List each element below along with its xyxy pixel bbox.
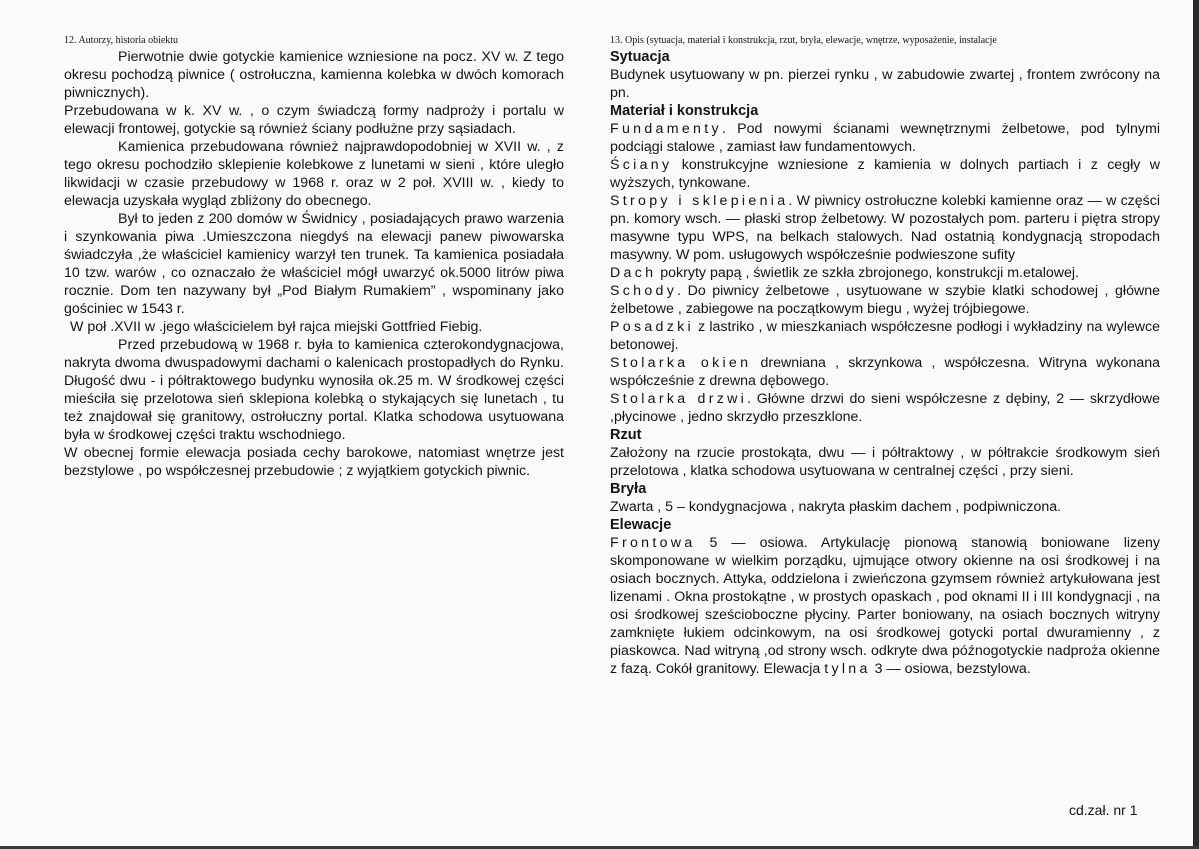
paragraph-owner: W poł .XVII w .jego właścicielem był rajca miejski Gottfried Fiebig. — [70, 319, 483, 335]
text-bryla: Zwarta , 5 – kondygnacjowa , nakryta płaskim dachem , podpiwniczona. — [610, 499, 1062, 515]
text-sciany — [610, 156, 1160, 192]
scan-edge-right — [1193, 0, 1199, 849]
left-column-header: 12. Autorzy, historia obiektu — [64, 35, 179, 46]
heading-material: Materiał i konstrukcja — [610, 103, 759, 119]
label-posadzki: Posadzki — [610, 319, 694, 335]
text-stropy — [610, 192, 1160, 264]
body-tylna: 3 — osiowa, bezstylowa. — [870, 661, 1031, 677]
text-dach — [610, 264, 1160, 282]
paragraph-before-1968: Przed przebudową w 1968 r. była to kamienica czterokondygnacjowa, nakryta dwoma dwuspadowymi dachami o kalenicach prostopadłych do Rynku. Długość dwu - i półtraktowego budynku wynosiła ok.25 m. W środkowej części mieściła się przelotowa sień sklepiona kolebką o stykających się lunetach , tu też znajdował się granitowy, ostrołuczny portal. Klatka schodowa usytuowana była w środkowej części traktu wschodniego. — [64, 337, 564, 443]
heading-elewacje: Elewacje — [610, 517, 672, 533]
body-fundamenty: . Pod nowymi ścianami wewnętrznymi żelbetowe, pod tylnymi podciągi stalowe , zamiast ław fundamentowych. — [610, 121, 1160, 155]
label-stolarka-drzwi: Stolarka drzwi — [610, 391, 748, 407]
paragraph-rebuild-xvii: Kamienica przebudowana również najprawdopodobniej w XVII w. , z tego okresu pochodziło sklepienie kolebkowe z lunetami w sieni , które uległo likwidacji w czasie przebudowy w 1968 r. oraz w 2 poł. XVIII w. , kiedy to elewacja uzyskała wygląd zbliżony do obecnego. — [64, 139, 564, 209]
text-elewacje — [610, 534, 1160, 678]
text-stolarka-okien — [610, 354, 1160, 390]
text-rzut: Założony na rzucie prostokąta, dwu — i półtraktowy , w półtrakcie środkowym sień przelotowa , klatka schodowa usytuowana w centralnej części , przy sieni. — [610, 445, 1160, 479]
left-column — [64, 34, 564, 480]
body-stropy: . W piwnicy ostrołuczne kolebki kamienne oraz — w części pn. komory wsch. — płaski strop żelbetowy. W pozostałych pom. parteru i piętra stropy masywne typu WPS, na belkach stalowych. Nad ostatnią kondygnacją stropodach masywny. W pom. usługowych współcześnie podwieszone sufity — [610, 193, 1160, 263]
paragraph-origin: Pierwotnie dwie gotyckie kamienice wzniesione na pocz. XV w. Z tego okresu pochodzą piwnice ( ostrołuczna, kamienna kolebka w dwóch komorach piwnicznych). — [64, 49, 564, 101]
left-column-body — [64, 48, 564, 480]
body-stolarka-drzwi: . Główne drzwi do sieni współczesne z dębiny, 2 — skrzydłowe ,płycinowe , jedno skrzydło przeszklone. — [610, 391, 1160, 425]
paragraph-rebuild-xv: Przebudowana w k. XV w. , o czym świadczą formy nadproży i portalu w elewacji frontowej, gotyckie są również ściany podłużne przy sąsiadach. — [64, 103, 564, 137]
label-schody: Schody — [610, 283, 678, 299]
text-fundamenty — [610, 120, 1160, 156]
heading-bryla: Bryła — [610, 481, 647, 497]
text-schody — [610, 282, 1160, 318]
body-posadzki: z lastriko , w mieszkaniach współczesne podłogi i wykładziny na wylewce betonowej. — [610, 319, 1160, 353]
heading-rzut: Rzut — [610, 427, 642, 443]
body-sciany: konstrukcyjne wzniesione z kamienia w dolnych partiach i z cegły w wyższych, tynkowane. — [610, 157, 1160, 191]
body-stolarka-okien: drewniana , skrzynkowa , współczesna. Witryna wykonana współcześnie z drewna dębowego. — [610, 355, 1161, 389]
label-sciany: Ściany — [610, 157, 673, 173]
right-column-body — [610, 48, 1160, 678]
label-tylna: tylna — [824, 661, 871, 677]
text-posadzki — [610, 318, 1160, 354]
body-frontowa: 5 — osiowa. Artykulację pionową stanowią boniowane lizeny skomponowane w wielkim porządku, ujmujące otwory okienne na osi środkowej i na osiach bocznych. Attyka, oddzielona i zwieńczona gzymsem również artykułowana jest lizenami . Okna prostokątne , w prostych opaskach , pod oknami II i III kondygnacji , na osi środkowej sześcioboczne płyciny. Parter boniowany, na osiach bocznych witryny zamknięte łukiem odcinkowym, na osi środkowej gotycki portal dwuramienny , z piaskowca. Nad witryną ,od strony wsch. odkryte dwa późnogotyckie nadproża okienne z fazą. Cokół granitowy. Elewacja — [610, 535, 1160, 677]
paragraph-current-form: W obecnej formie elewacja posiada cechy barokowe, natomiast wnętrze jest bezstylowe , po współczesnej przebudowie ; z wyjątkiem gotyckich piwnic. — [64, 445, 564, 479]
label-stropy: Stropy i sklepienia — [610, 193, 789, 209]
text-sytuacja: Budynek usytuowany w pn. pierzei rynku , w zabudowie zwartej , frontem zwrócony na pn. — [610, 67, 1160, 101]
right-column-header: 13. Opis (sytuacja, materiał i konstrukcja, rzut, bryła, elewacje, wnętrze, wyposażenie, instalacje — [610, 35, 997, 46]
body-schody: . Do piwnicy żelbetowe , usytuowane w szybie klatki schodowej , główne żelbetowe , zabiegowe na początkowym biegu , wyżej trójbiegowe. — [610, 283, 1160, 317]
label-frontowa: Frontowa — [610, 535, 696, 551]
paragraph-brewing: Był to jeden z 200 domów w Świdnicy , posiadających prawo warzenia i szynkowania piwa .Umieszczona niegdyś na elewacji panew piwowarska świadczyła ,że właściciel kamienicy warzył ten trunek. Ta kamienica posiadała 10 tzw. warów , co oznaczało że właściciel mógł uwarzyć ok.5000 litrów piwa rocznie. Dom ten nazywany był „Pod Białym Rumakiem” , wspominany jako gościniec w 1543 r. — [64, 211, 564, 317]
label-stolarka-okien: Stolarka okien — [610, 355, 752, 371]
label-dach: Dach — [610, 265, 657, 281]
right-column — [610, 34, 1160, 678]
text-stolarka-drzwi — [610, 390, 1160, 426]
attachment-note: cd.zał. nr 1 — [1069, 802, 1138, 818]
body-dach: pokryty papą , świetlik ze szkła zbrojonego, konstrukcji m.etalowej. — [656, 265, 1079, 281]
label-fundamenty: Fundamenty — [610, 121, 722, 137]
heading-sytuacja: Sytuacja — [610, 49, 670, 65]
